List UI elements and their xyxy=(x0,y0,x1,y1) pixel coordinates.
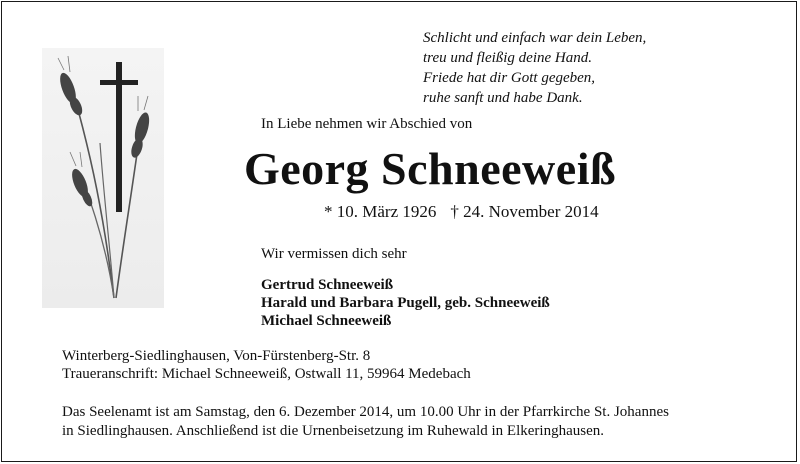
life-dates xyxy=(324,202,599,222)
poem-line: Friede hat dir Gott gegeben, xyxy=(423,70,596,86)
mourner-name: Harald und Barbara Pugell, geb. Schneeweiß xyxy=(261,295,550,311)
poem-line: Schlicht und einfach war dein Leben, xyxy=(423,30,647,46)
deceased-name: Georg Schneeweiß xyxy=(243,143,617,194)
mourner-name: Gertrud Schneeweiß xyxy=(261,277,394,293)
death-date: † 24. November 2014 xyxy=(450,202,599,221)
mourning-address-line: Traueranschrift: Michael Schneeweiß, Ostwall 11, 59964 Medebach xyxy=(62,366,471,382)
poem-line: treu und fleißig deine Hand. xyxy=(423,50,592,66)
service-notice xyxy=(62,403,669,441)
memorial-poem xyxy=(423,28,646,108)
farewell-text: Wir vermissen dich sehr xyxy=(261,246,407,262)
address-block xyxy=(62,347,471,383)
intro-text: In Liebe nehmen wir Abschied von xyxy=(261,116,473,132)
service-notice-line: in Siedlinghausen. Anschließend ist die Urnenbeisetzung im Ruhewald in Elkeringhausen. xyxy=(62,423,604,439)
poem-line: ruhe sanft und habe Dank. xyxy=(423,90,583,106)
service-notice-line: Das Seelenamt ist am Samstag, den 6. Dezember 2014, um 10.00 Uhr in der Pfarrkirche St. Johannes xyxy=(62,404,669,420)
location-line: Winterberg-Siedlinghausen, Von-Fürstenberg-Str. 8 xyxy=(62,348,371,364)
birth-date: * 10. März 1926 xyxy=(324,202,437,221)
mourner-name: Michael Schneeweiß xyxy=(261,313,392,329)
mourners-list xyxy=(261,276,550,330)
